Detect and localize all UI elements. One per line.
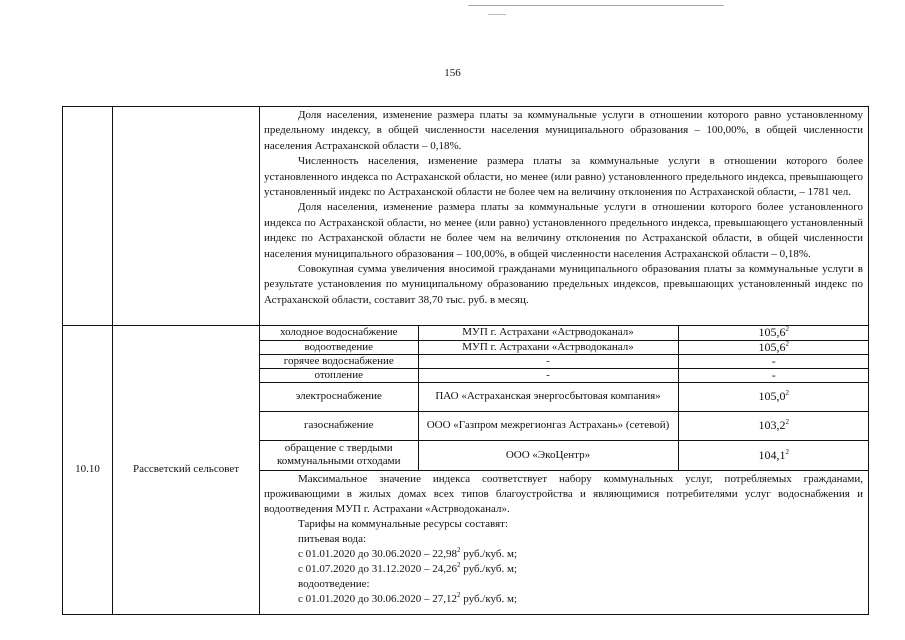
service-row xyxy=(260,440,869,470)
index-value-number: 105,6 xyxy=(758,325,786,340)
service-name: отопление xyxy=(260,368,418,382)
index-value-number: 104,1 xyxy=(758,447,786,462)
index-value xyxy=(678,368,869,382)
description-cell xyxy=(260,107,869,326)
services-table xyxy=(260,326,869,471)
tariffs-heading: Тарифы на коммунальные ресурсы составят: xyxy=(298,517,509,530)
service-name: водоотведение xyxy=(260,340,418,354)
index-value xyxy=(678,382,869,411)
index-value-number: 105,0 xyxy=(758,389,786,403)
index-value-number: 103,2 xyxy=(758,418,786,432)
service-name: горячее водоснабжение xyxy=(260,354,418,368)
index-value xyxy=(678,326,869,340)
service-provider: ПАО «Астраханская энергосбытовая компания» xyxy=(418,382,678,411)
tariff-line-unit: руб./куб. м; xyxy=(460,562,518,575)
paragraph: Максимальное значение индекса соответствует набору коммунальных услуг, потребляемых гражданами, проживающими в жилых домах всех типов благоустройства и являющимися потребителями услуг водоснабжения и водоотведения МУП г. Астрахани «Астрводоканал». xyxy=(264,472,863,515)
index-value-number: - xyxy=(771,353,776,368)
tariff-line-value: с 01.07.2020 до 31.12.2020 – 24,26 xyxy=(298,562,457,575)
index-value xyxy=(678,354,869,368)
index-value xyxy=(678,340,869,354)
table-row xyxy=(63,326,869,615)
footnote-mark: 2 xyxy=(785,339,789,348)
tariff-line xyxy=(264,562,863,577)
footnote-mark: 2 xyxy=(456,560,461,569)
water-heading: питьевая вода: xyxy=(298,532,367,545)
service-provider: - xyxy=(418,354,678,368)
tariff-line xyxy=(264,592,863,607)
service-row xyxy=(260,354,869,368)
paragraph: Численность населения, изменение размера платы за коммунальные услуги в отношении которого более установленного индекса по Астраханской области, но менее (или равно) установленного предельного индекса, превышающего установленный индекс по Астраханской области не более чем на величину отклонения по Астраханской области, – 1781 чел. xyxy=(264,155,863,199)
table-row xyxy=(63,107,869,326)
footnote-mark: 2 xyxy=(456,545,461,554)
service-name: газоснабжение xyxy=(260,411,418,440)
row-number: 10.10 xyxy=(63,326,113,615)
service-name: холодное водоснабжение xyxy=(260,326,418,340)
page-number: 156 xyxy=(444,67,461,79)
tariff-line-unit: руб./куб. м; xyxy=(460,547,518,560)
services-cell xyxy=(260,326,869,615)
service-row xyxy=(260,340,869,354)
service-name: обращение с твердыми коммунальными отходами xyxy=(260,440,418,470)
document-table xyxy=(62,106,869,615)
footnote-mark: 2 xyxy=(785,325,789,334)
service-row xyxy=(260,411,869,440)
service-name: электроснабжение xyxy=(260,382,418,411)
sewer-heading: водоотведение: xyxy=(298,577,370,590)
service-row xyxy=(260,382,869,411)
tariff-line-unit: руб./куб. м; xyxy=(460,592,518,605)
header-rule-mark xyxy=(488,14,506,15)
paragraph: Доля населения, изменение размера платы за коммунальные услуги в отношении которого равно установленному предельному индексу, в общей численности населения муниципального образования – 100,00%, в общей численности населения Астраханской области – 0,18%. xyxy=(264,109,863,152)
footnote-mark: 2 xyxy=(785,447,789,456)
service-row xyxy=(260,326,869,340)
tariff-text xyxy=(260,471,868,607)
settlement-cell-empty xyxy=(113,107,260,326)
index-value xyxy=(678,411,869,440)
header-rule xyxy=(468,5,724,6)
index-value-number: - xyxy=(771,367,776,382)
service-provider: ООО «ЭкоЦентр» xyxy=(418,440,678,470)
row-number-cell-empty xyxy=(63,107,113,326)
tariff-line xyxy=(264,547,863,562)
paragraph: Доля населения, изменение размера платы за коммунальные услуги в отношении которого более установленного индекса по Астраханской области, но менее (или равно) установленного предельного индекса, превышающего установленный индекс по Астраханской области не более чем на величину отклонения по Астраханской области, в общей численности населения муниципального образования – 100,00%, в общей численности населения Астраханской области – 0,18%. xyxy=(264,201,863,260)
description-text xyxy=(260,107,868,308)
service-provider: ООО «Газпром межрегионгаз Астрахань» (сетевой) xyxy=(418,411,678,440)
index-value-number: 105,6 xyxy=(758,339,786,354)
settlement-name: Рассветский сельсовет xyxy=(113,326,260,615)
tariff-line-value: с 01.01.2020 до 30.06.2020 – 27,12 xyxy=(298,592,457,605)
footnote-mark: 2 xyxy=(785,418,789,426)
service-row xyxy=(260,368,869,382)
service-provider: МУП г. Астрахани «Астрводоканал» xyxy=(418,340,678,354)
service-provider: МУП г. Астрахани «Астрводоканал» xyxy=(418,326,678,340)
tariff-line-value: с 01.01.2020 до 30.06.2020 – 22,98 xyxy=(298,547,457,560)
service-provider: - xyxy=(418,368,678,382)
footnote-mark: 2 xyxy=(785,389,789,397)
paragraph: Совокупная сумма увеличения вносимой гражданами муниципального образования платы за коммунальные услуги в результате установления по муниципальному образованию предельных индексов, превышающих установленный индекс по Астраханской области, составит 38,70 тыс. руб. в месяц. xyxy=(264,263,863,306)
index-value xyxy=(678,440,869,470)
footnote-mark: 2 xyxy=(456,590,461,599)
